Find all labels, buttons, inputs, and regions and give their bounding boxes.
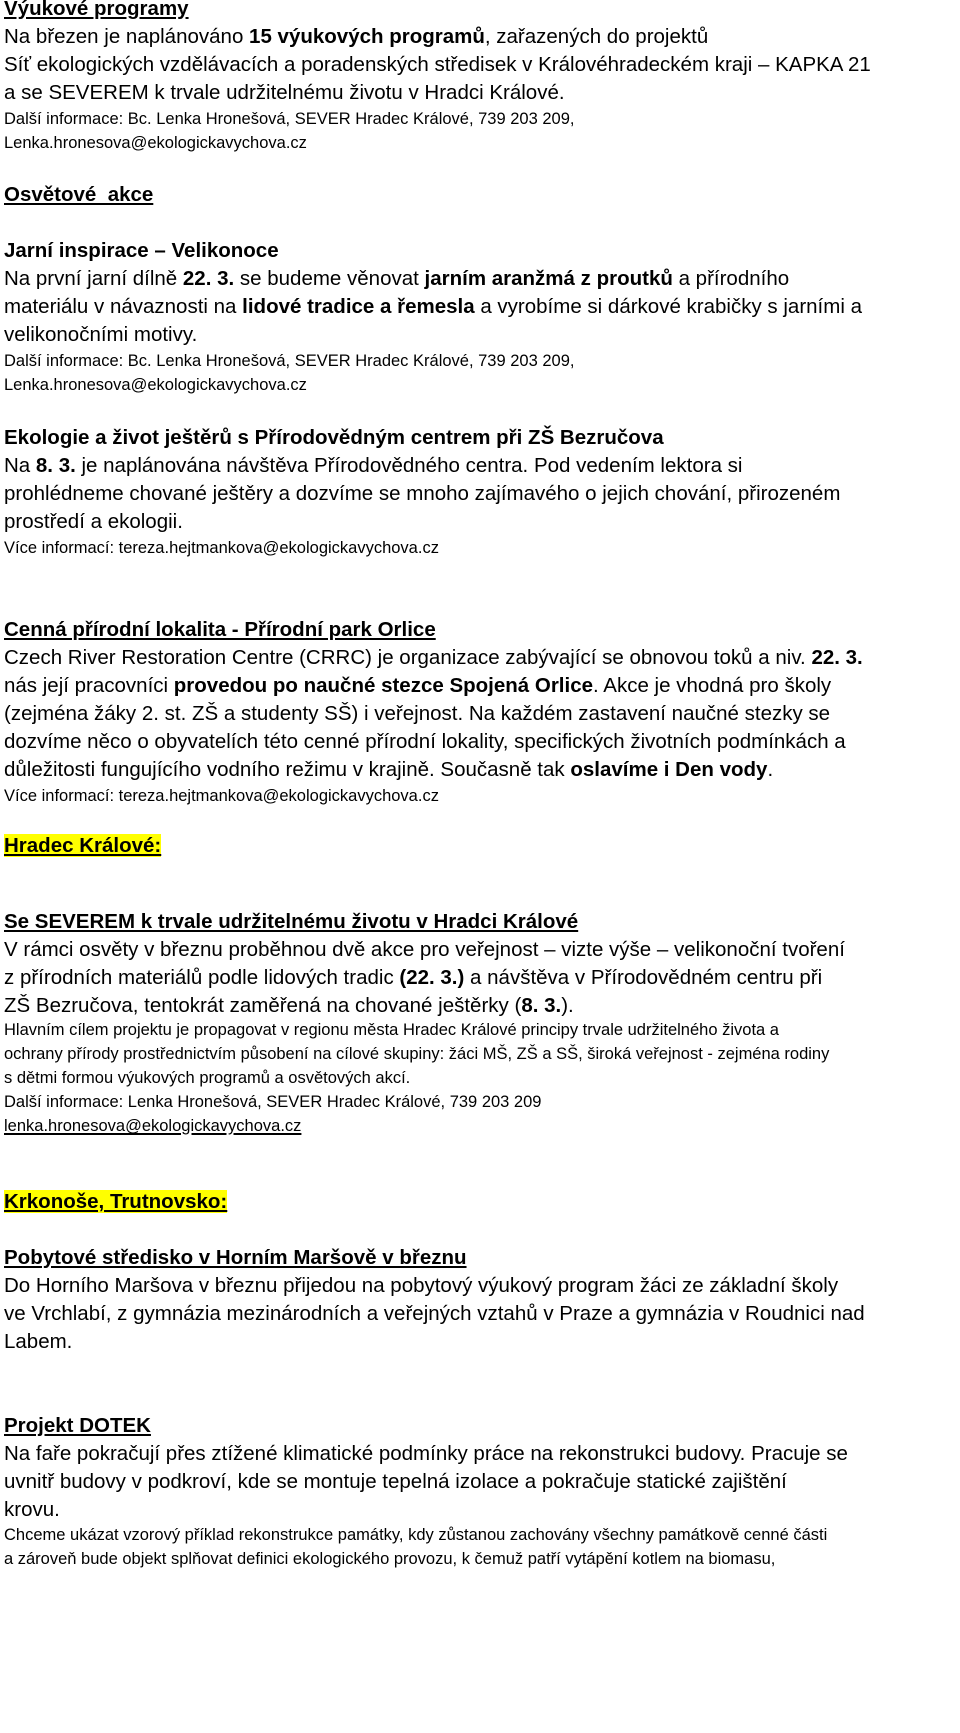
bold-text: jarním aranžmá z proutků [424, 267, 673, 290]
highlighted-text: Hradec Králové: [4, 834, 162, 857]
text: z přírodních materiálů podle lidových tradic [4, 966, 400, 989]
text: ZŠ Bezručova, tentokrát zaměřená na chované ještěrky ( [4, 994, 522, 1017]
paragraph-line: Labem. [4, 1330, 73, 1353]
bold-date: 8. 3. [521, 994, 562, 1017]
paragraph-line [4, 27, 708, 48]
paragraph-line-small: ochrany přírody prostřednictvím působení na cílové skupiny: žáci MŠ, ZŠ a SŠ, široká veřejnost - zejména rodiny [4, 1045, 830, 1063]
region-heading-krkonose [4, 1192, 227, 1213]
paragraph-line [4, 269, 789, 290]
text: Na první jarní dílně [4, 267, 183, 290]
text: a přírodního [672, 267, 790, 290]
paragraph-line: prostředí a ekologii. [4, 510, 183, 533]
text: Czech River Restoration Centre (CRRC) je organizace zabývající se obnovou toků a niv. [4, 646, 812, 669]
paragraph-line: ve Vrchlabí, z gymnázia mezinárodních a veřejných vztahů v Praze a gymnázia v Roudnici nad [4, 1302, 865, 1325]
contact-line: Další informace: Bc. Lenka Hronešová, SEVER Hradec Králové, 739 203 209, [4, 352, 575, 370]
paragraph-line [4, 456, 742, 477]
project-title-dotek: Projekt DOTEK [4, 1414, 151, 1437]
contact-line: Více informací: tereza.hejtmankova@ekologickavychova.cz [4, 539, 439, 557]
bold-date: 22. 3. [811, 646, 863, 669]
project-title-se-severem: Se SEVEREM k trvale udržitelnému životu v Hradci Králové [4, 910, 579, 933]
paragraph-line [4, 968, 822, 989]
paragraph-line: krovu. [4, 1498, 60, 1521]
bold-text: oslavíme i Den vody [570, 758, 768, 781]
contact-line: Více informací: tereza.hejtmankova@ekologickavychova.cz [4, 787, 439, 805]
region-heading-hradec-kralove [4, 836, 161, 857]
paragraph-line: uvnitř budovy v podkroví, kde se montuje tepelná izolace a pokračuje statické zajištění [4, 1470, 787, 1493]
text: ). [561, 994, 574, 1017]
text: . [767, 758, 774, 781]
paragraph-line: Na faře pokračují přes ztížené klimatické podmínky práce na rekonstrukci budovy. Pracuje se [4, 1442, 848, 1465]
paragraph-line-small: Chceme ukázat vzorový příklad rekonstrukce památky, kdy zůstanou zachovány všechny památkově cenné části [4, 1526, 828, 1544]
paragraph-line: Do Horního Maršova v březnu přijedou na pobytový výukový program žáci ze základní školy [4, 1274, 839, 1297]
email-text: Lenka.hronesova@ekologickavychova.cz [4, 376, 307, 394]
section-heading-vyukove-programy: Výukové programy [4, 0, 189, 20]
paragraph-line-small: Hlavním cílem projektu je propagovat v regionu města Hradec Králové principy trvale udržitelného života a [4, 1021, 779, 1039]
bold-text: 15 výukových programů [249, 25, 485, 48]
paragraph-line [4, 676, 831, 697]
paragraph-line: V rámci osvěty v březnu proběhnou dvě akce pro veřejnost – vizte výše – velikonoční tvoření [4, 938, 845, 961]
text: nás její pracovníci [4, 674, 174, 697]
event-title-ekologie-jesteru: Ekologie a život ještěrů s Přírodovědným centrem při ZŠ Bezručova [4, 426, 664, 449]
project-title-pobytove-stredisko: Pobytové středisko v Horním Maršově v březnu [4, 1246, 467, 1269]
paragraph-line-small: s dětmi formou výukových programů a osvětových akcí. [4, 1069, 411, 1087]
text: důležitosti fungujícího vodního režimu v krajině. Současně tak [4, 758, 571, 781]
bold-date: 22. 3. [182, 267, 235, 290]
text: a vyrobíme si dárkové krabičky s jarními a [474, 295, 862, 318]
highlighted-text: Krkonoše, Trutnovsko: [4, 1190, 228, 1213]
bold-date: (22. 3.) [399, 966, 465, 989]
paragraph-line [4, 996, 574, 1017]
paragraph-line [4, 760, 773, 781]
paragraph-line [4, 297, 862, 318]
text: . Akce je vhodná pro školy [593, 674, 832, 697]
paragraph-line: prohlédneme chované ještěry a dozvíme se mnoho zajímavého o jejich chování, přirozeném [4, 482, 841, 505]
text: Na březen je naplánováno [4, 25, 250, 48]
bold-text: lidové tradice a řemesla [242, 295, 475, 318]
paragraph-line: a se SEVEREM k trvale udržitelnému životu v Hradci Králové. [4, 81, 565, 104]
email-link[interactable]: lenka.hronesova@ekologickavychova.cz [4, 1117, 302, 1135]
text: Na [4, 454, 36, 477]
event-title-cenna-lokalita: Cenná přírodní lokalita - Přírodní park Orlice [4, 618, 436, 641]
contact-line: Další informace: Lenka Hronešová, SEVER Hradec Králové, 739 203 209 [4, 1093, 542, 1111]
text: a návštěva v Přírodovědném centru při [464, 966, 823, 989]
paragraph-line: velikonočními motivy. [4, 323, 198, 346]
paragraph-line: dozvíme něco o obyvatelích této cenné přírodní lokality, specifických životních podmínkách a [4, 730, 846, 753]
bold-text: provedou po naučné stezce Spojená Orlice [173, 674, 594, 697]
contact-line: Další informace: Bc. Lenka Hronešová, SEVER Hradec Králové, 739 203 209, [4, 110, 575, 128]
text: se budeme věnovat [234, 267, 425, 290]
paragraph-line: Síť ekologických vzdělávacích a poradenských středisek v Královéhradeckém kraji – KAPKA 21 [4, 53, 871, 76]
bold-date: 8. 3. [35, 454, 76, 477]
text: je naplánována návštěva Přírodovědného centra. Pod vedením lektora si [75, 454, 743, 477]
text: , zařazených do projektů [484, 25, 709, 48]
paragraph-line-small: a zároveň bude objekt splňovat definici ekologického provozu, k čemuž patří vytápění kotlem na biomasu, [4, 1550, 776, 1568]
event-title-jarni-inspirace: Jarní inspirace – Velikonoce [4, 239, 279, 262]
paragraph-line: (zejména žáky 2. st. ZŠ a studenty SŠ) i veřejnost. Na každém zastavení naučné stezky se [4, 702, 831, 725]
text: materiálu v návaznosti na [4, 295, 243, 318]
email-text: Lenka.hronesova@ekologickavychova.cz [4, 134, 307, 152]
paragraph-line [4, 648, 863, 669]
section-heading-osvetove-akce: Osvětové akce [4, 183, 154, 206]
